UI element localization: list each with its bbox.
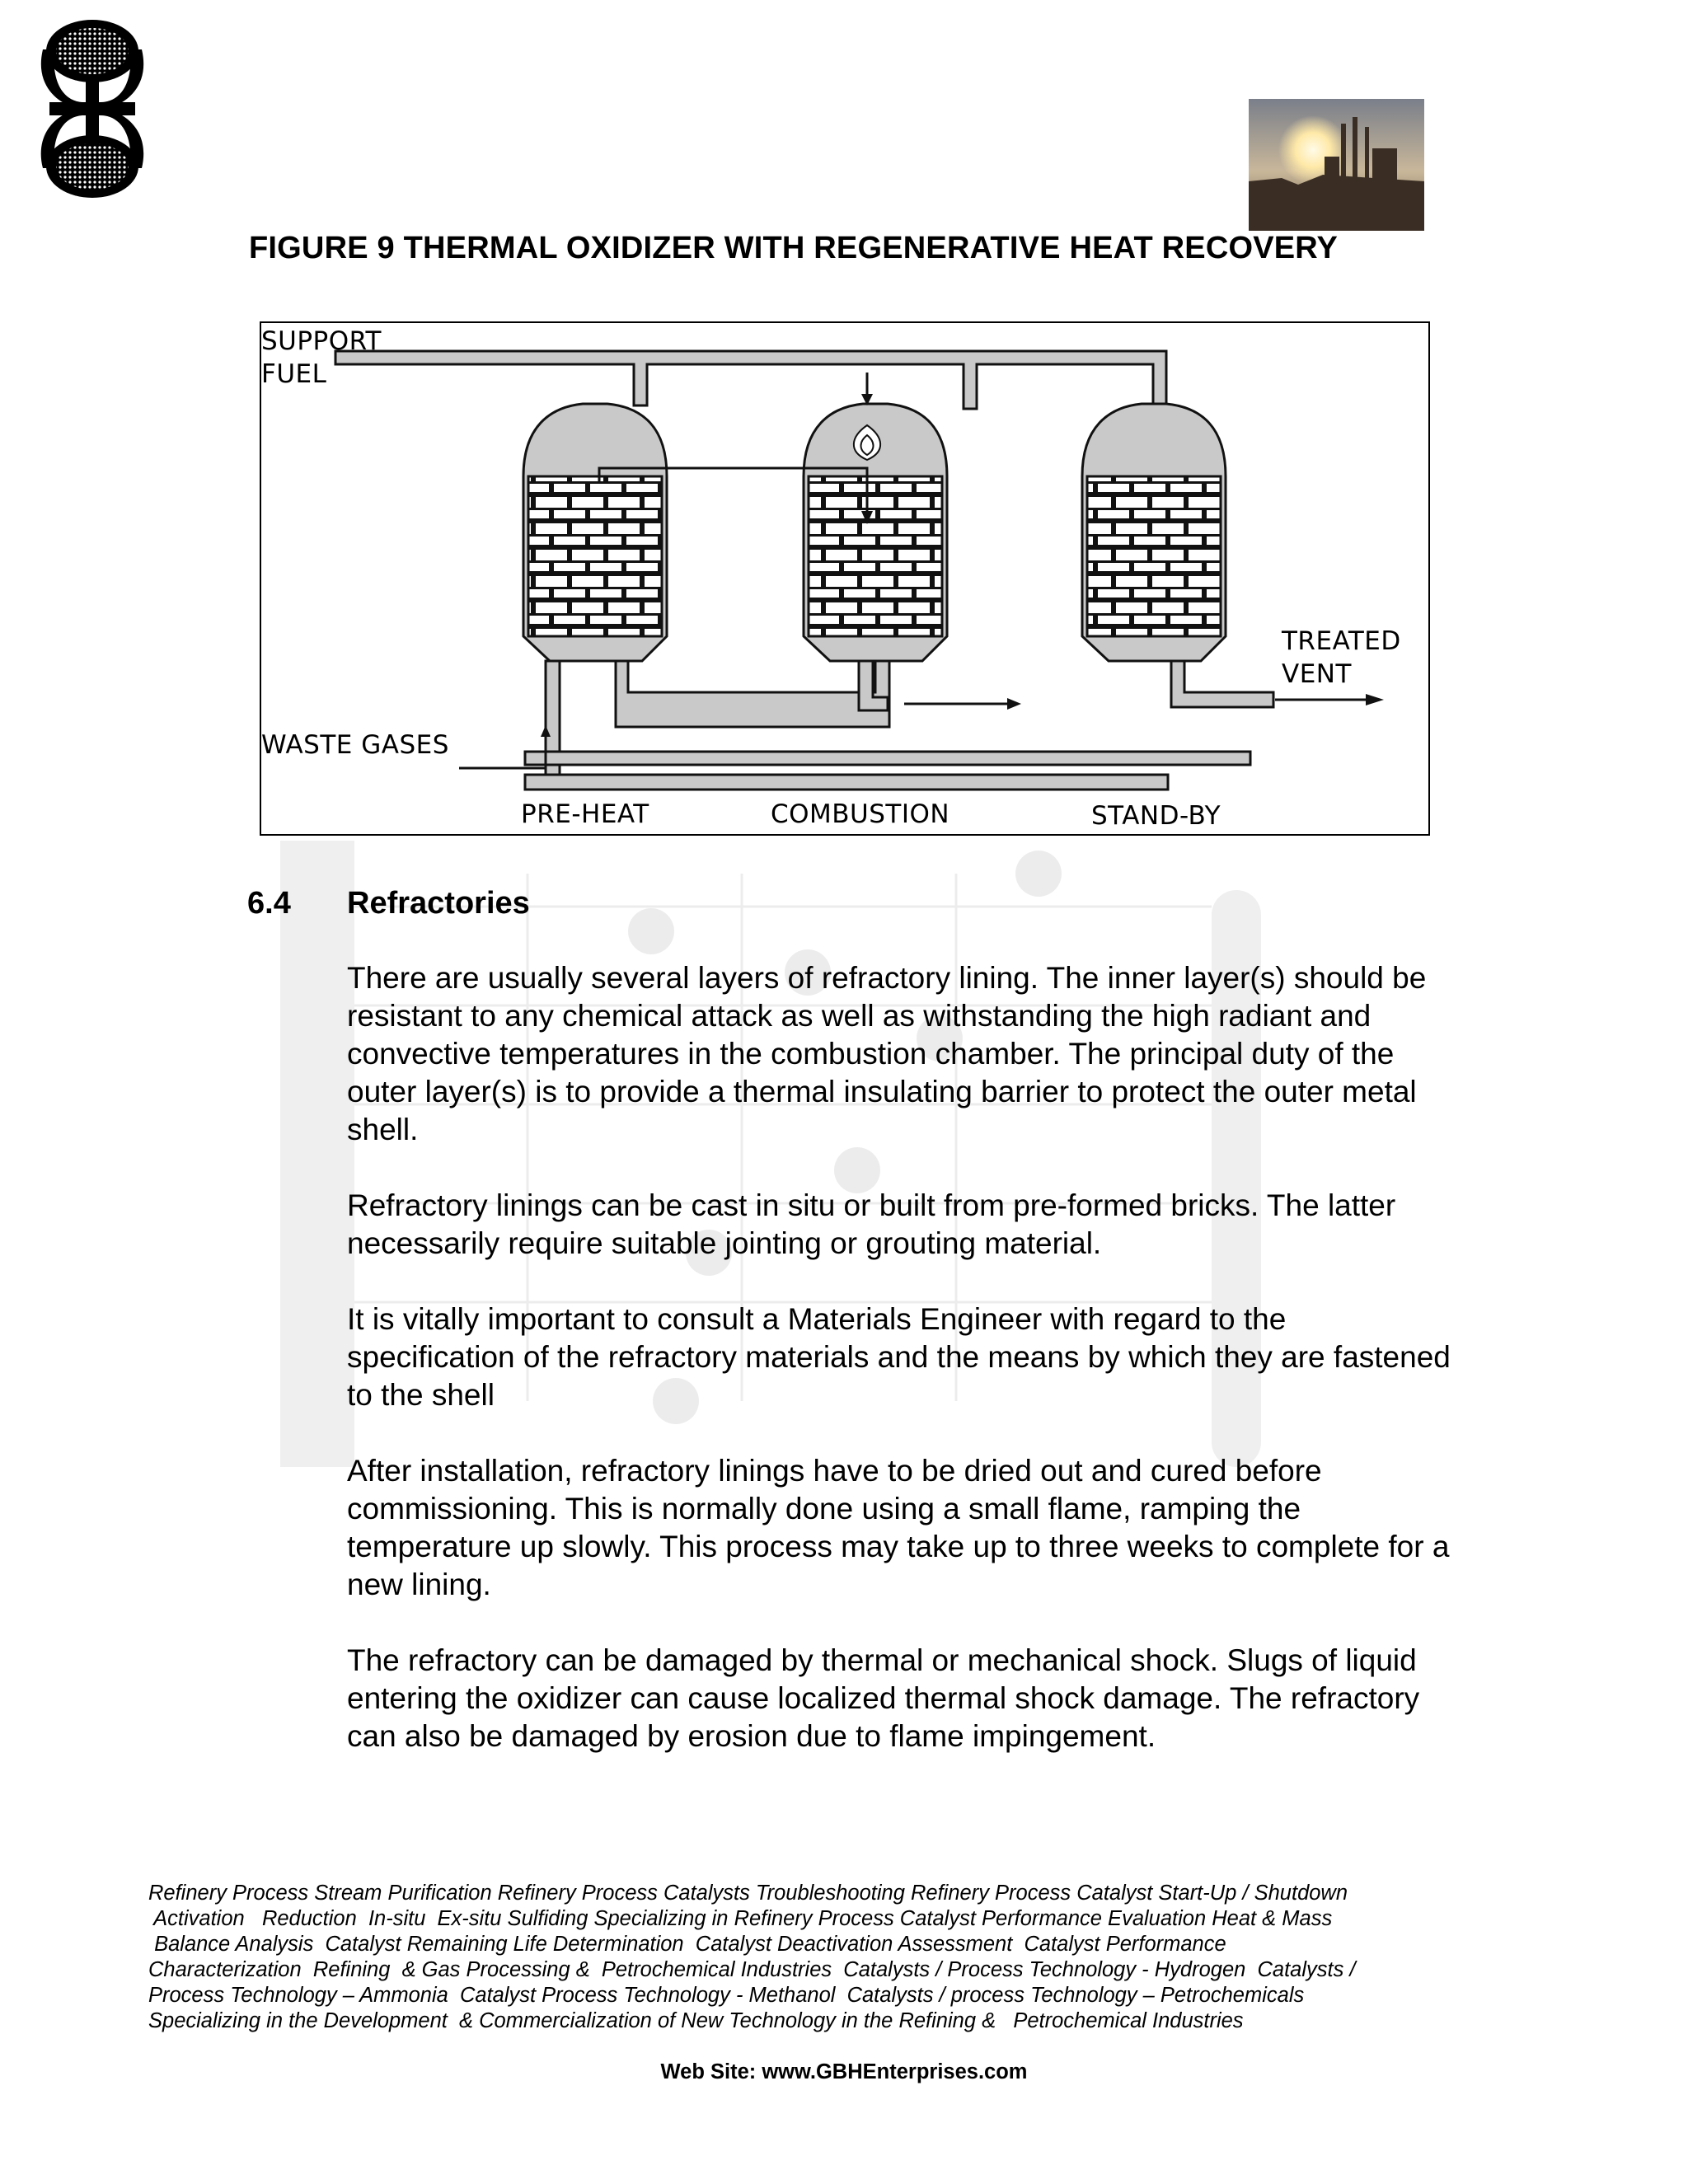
paragraph: Refractory linings can be cast in situ or built from pre-formed bricks. The latter necessarily require suitable jointing or grouting material. [347,1188,1396,1260]
label-vent: VENT [1282,659,1352,689]
footer-line: Characterization Refining & Gas Processing & Petrochemical Industries Catalysts / Process Technology - Hydrogen Catalysts / [148,1958,1356,1981]
section-body [347,959,1451,1793]
paragraph: There are usually several layers of refractory lining. The inner layer(s) should be resistant to any chemical attack as well as withstanding the high radiant and convective temperatures in the combustion chamber. The principal duty of the outer layer(s) is to provide a thermal insulating barrier to protect the outer metal shell. [347,961,1427,1146]
footer-keywords [148,1881,1467,2034]
label-standby: STAND-BY [1091,801,1221,831]
label-combustion: COMBUSTION [771,799,950,829]
footer-line: Balance Analysis Catalyst Remaining Life Determination Catalyst Deactivation Assessment Catalyst Performance [148,1933,1226,1956]
paragraph: It is vitally important to consult a Materials Engineer with regard to the specification of the refractory materials and the means by which they are fastened to the shell [347,1302,1451,1412]
figure-title: FIGURE 9 THERMAL OXIDIZER WITH REGENERATIVE HEAT RECOVERY [249,231,1339,265]
footer-line: Activation Reduction In-situ Ex-situ Sulfiding Specializing in Refinery Process Catalyst Performance Evaluation Heat & Mass [148,1907,1333,1930]
section-number: 6.4 [247,886,291,921]
section-title: Refractories [347,886,530,921]
footer-line: Refinery Process Stream Purification Refinery Process Catalysts Troubleshooting Refinery Process Catalyst Start-Up / Shutdown [148,1882,1348,1905]
label-treated: TREATED [1282,626,1401,656]
label-fuel: FUEL [261,359,327,389]
footer-line: Process Technology – Ammonia Catalyst Process Technology - Methanol Catalysts / process Technology – Petrochemicals [148,1984,1305,2007]
thermal-oxidizer-diagram [260,321,1430,836]
company-logo-icon [33,16,152,202]
paragraph: The refractory can be damaged by thermal or mechanical shock. Slugs of liquid entering the oxidizer can cause localized thermal shock damage. The refractory can also be damaged by erosion due to flame impingement. [347,1643,1420,1753]
label-support: SUPPORT [261,326,382,356]
refinery-photo [1249,99,1424,231]
paragraph: After installation, refractory linings have to be dried out and cured before commissioning. This is normally done using a small flame, ramping the temperature up slowly. This process may take up to three weeks to complete for a new lining. [347,1454,1450,1601]
label-preheat: PRE-HEAT [521,799,649,829]
footer-website: Web Site: www.GBHEnterprises.com [660,2060,1028,2083]
label-waste-gases: WASTE GASES [261,730,449,760]
footer-line: Specializing in the Development & Commercialization of New Technology in the Refining & Petrochemical Industries [148,2009,1244,2032]
